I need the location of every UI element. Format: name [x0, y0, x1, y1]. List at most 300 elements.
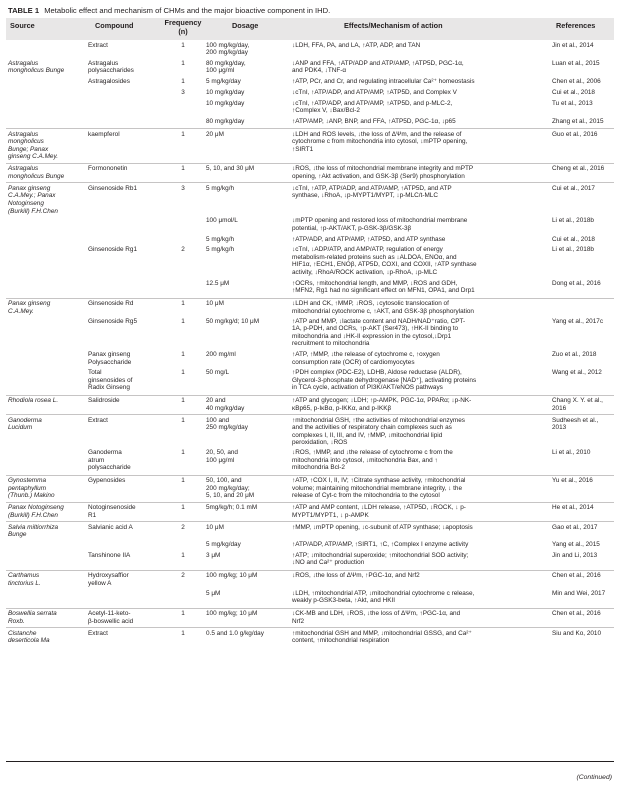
- source-cell-line: Carthamus: [8, 572, 40, 580]
- frequency-cell: [163, 397, 203, 405]
- references-cell-line: Li et al., 2010: [552, 449, 591, 457]
- effects-cell: [292, 417, 536, 447]
- references-cell-line: Cheng et al., 2016: [552, 165, 605, 173]
- header-effects: Effects/Mechanism of action: [344, 21, 443, 30]
- compound-cell-line: Radix Ginseng: [88, 384, 130, 392]
- compound-cell-line: Astragalus: [88, 59, 119, 67]
- effects-cell-line: ↓mPTP opening and restored loss of mitochondrial membrane: [292, 217, 468, 225]
- references-cell: [552, 397, 614, 412]
- dosage-cell-line: 5mg/kg/h; 0.1 mM: [206, 504, 258, 512]
- compound-cell: [88, 351, 162, 366]
- effects-cell-line: 1A, p-PDH, and OCRs, ↑p-AKT (Ser473), ↑HK-II binding to: [292, 325, 459, 333]
- source-cell: [8, 185, 84, 215]
- references-cell-line: 2016: [552, 404, 567, 412]
- header-frequency-line2: (n): [178, 26, 188, 36]
- effects-cell-line: mitochondria into cytosol, ↓mitochondria Bax, and ↑: [292, 456, 438, 464]
- references-cell-line: Cui et al., 2017: [552, 184, 595, 192]
- effects-cell: [292, 100, 536, 115]
- effects-cell: [292, 541, 536, 549]
- effects-cell-line: synthase, ↓RhoA, ↓p-MYPT1/MYPT, ↓p-MLC/t-MLC: [292, 192, 438, 200]
- effects-cell-line: ↓cTnI, ↓ADP/ATP, and AMP/ATP, regulation of energy: [292, 246, 443, 254]
- source-cell-line: Salvia miltiorrhiza: [8, 523, 59, 531]
- effects-cell-line: ↑ATP/AMP, ↓ANP, BNP, and FFA, ↑ATP5D, PGC-1α, ↓p65: [292, 117, 456, 125]
- effects-cell: [292, 590, 536, 605]
- table-row: [6, 298, 614, 317]
- references-cell-line: Li et al., 2018b: [552, 246, 594, 254]
- dosage-cell: [206, 524, 288, 532]
- frequency-cell: [163, 318, 203, 326]
- dosage-cell-line: 200 mg/ml: [206, 351, 236, 358]
- dosage-cell-line: 20 and: [206, 397, 226, 405]
- effects-cell-line: ↓LDH, ↑mitochondrial ATP, ↓mitochondrial cytochrome c release,: [292, 589, 475, 597]
- effects-cell-line: ↓CK-MB and LDH, ↓ROS, ↓the loss of ΔΨm, ↑PGC-1α, and: [292, 610, 461, 618]
- compound-cell: [88, 610, 162, 625]
- source-cell-line: Astragalus: [8, 59, 39, 67]
- dosage-cell-line: 0.5 and 1.0 g/kg/day: [206, 629, 264, 637]
- compound-cell-line: polysaccharides: [88, 67, 134, 75]
- effects-cell-line: ↑ATP and AMP content, ↓LDH release, ↑ATP5D, ↓ROCK, ↓ p-: [292, 504, 466, 512]
- effects-cell: [292, 280, 536, 295]
- effects-cell: [292, 60, 536, 75]
- frequency-cell-line: 1: [181, 551, 185, 559]
- frequency-cell: [163, 552, 203, 560]
- compound-cell-line: kaempferol: [88, 130, 120, 138]
- effects-cell: [292, 477, 536, 500]
- compound-cell: [88, 417, 162, 425]
- table-row: [6, 627, 614, 646]
- effects-cell-line: ↑MMP, ↓mPTP opening, ↓c-subunit of ATP synthase; ↓apoptosis: [292, 523, 473, 531]
- effects-cell: [292, 78, 536, 86]
- references-cell: [552, 318, 614, 326]
- source-cell: [8, 131, 84, 161]
- compound-cell-line: ginsenosides of: [88, 376, 133, 384]
- table-caption: Metabolic effect and mechanism of CHMs and the major bioactive component in IHD.: [44, 6, 331, 15]
- table-row: [6, 588, 614, 606]
- dosage-cell-line: 100 μg/ml: [206, 456, 235, 464]
- frequency-cell-line: 2: [181, 246, 185, 254]
- table-row: [6, 163, 614, 182]
- source-cell-line: (Burkill) F.H.Chen: [8, 511, 58, 519]
- compound-cell-line: Extract: [88, 416, 108, 424]
- effects-cell-line: mitochondria and ↓HK-II expression in the cytosol,↓Drp1: [292, 332, 452, 340]
- compound-cell-line: β-boswellic acid: [88, 617, 134, 625]
- references-cell-line: Sudheesh et al.,: [552, 416, 599, 424]
- source-cell-line: Ganoderma: [8, 416, 42, 424]
- dosage-cell: [206, 477, 288, 500]
- effects-cell-line: ↓LDH and CK, ↑MMP, ↓ROS, ↓cytosolic translocation of: [292, 300, 449, 308]
- compound-cell-line: Extract: [88, 629, 108, 637]
- compound-cell-line: Polysaccharide: [88, 358, 132, 366]
- compound-cell-line: Panax ginseng: [88, 351, 131, 358]
- effects-cell-line: activity, ↓RhoA/ROCK activation, ↓p-RhoA, ↓p-MLC: [292, 269, 438, 277]
- frequency-cell-line: 2: [181, 523, 185, 531]
- dosage-cell-line: 100 μmol/L: [206, 217, 238, 225]
- effects-cell-line: ↑ATP and glycogen; ↓LDH; ↑p-AMPK, PGC-1α, PPARα; ↓p-NK-: [292, 397, 472, 405]
- effects-cell-line: metabolism-related proteins such as ↓ALDOA, ENOα, and: [292, 253, 457, 261]
- dosage-cell-line: 40 mg/kg/day: [206, 404, 245, 412]
- frequency-cell-line: 1: [181, 416, 185, 424]
- frequency-cell: [163, 630, 203, 638]
- compound-cell-line: Ginsenoside Rd: [88, 300, 134, 308]
- dosage-cell-line: 250 mg/kg/day: [206, 424, 248, 432]
- compound-cell-line: Hydroxysaffior: [88, 572, 129, 580]
- effects-cell: [292, 236, 536, 244]
- frequency-cell-line: 1: [181, 449, 185, 457]
- references-cell-line: Zhang et al., 2015: [552, 117, 604, 125]
- frequency-cell-line: 1: [181, 165, 185, 173]
- source-cell: [8, 60, 84, 75]
- compound-cell-line: Tanshinone IIA: [88, 551, 131, 559]
- references-cell: [552, 217, 614, 225]
- references-cell-line: Chen et al., 2016: [552, 610, 601, 618]
- effects-cell-line: ↓LDH and ROS levels, ↓the loss of ΔΨm, and the release of: [292, 130, 462, 138]
- references-cell-line: Yu et al., 2016: [552, 477, 593, 485]
- table-row: [6, 128, 614, 162]
- table-row: [6, 87, 614, 98]
- references-cell-line: 2013: [552, 424, 567, 432]
- source-cell: [8, 524, 84, 539]
- effects-cell-line: ↑mitochondrial GSH, ↑the activities of mitochondrial enzymes: [292, 416, 465, 424]
- frequency-cell-line: 3: [181, 184, 185, 192]
- header-dosage: Dosage: [232, 21, 259, 30]
- source-cell-line: Gynostemma: [8, 477, 47, 485]
- dosage-cell: [206, 185, 288, 193]
- dosage-cell-line: 50 mg/L: [206, 369, 230, 377]
- compound-cell: [88, 42, 162, 50]
- frequency-cell: [163, 610, 203, 618]
- effects-cell-line: ↑PDH complex (PDC-E2), LDHB, Aldose reductase (ALDR),: [292, 369, 462, 377]
- effects-cell: [292, 185, 536, 200]
- effects-cell-line: ↑ATP, PCr, and Cr, and regulating intracellular Ca²⁺ homeostasis: [292, 78, 475, 86]
- effects-cell: [292, 397, 536, 412]
- table-header: [6, 18, 614, 40]
- dosage-cell: [206, 630, 288, 638]
- effects-cell-line: ↑ATP/ADP, ATP/AMP, ↑SIRT1, ↑C, ↑Complex I enzyme activity: [292, 541, 469, 549]
- source-cell-line: pentaphyllum: [8, 484, 47, 492]
- effects-cell-line: mitochondria Bcl-2: [292, 464, 345, 472]
- table-row: [6, 540, 614, 551]
- compound-cell: [88, 449, 162, 472]
- compound-cell-line: Formononetin: [88, 165, 128, 173]
- effects-cell-line: ↓ROS, ↓the loss of ΔΨm, ↑PGC-1α, and Nrf2: [292, 572, 420, 580]
- header-compound: Compound: [95, 21, 134, 30]
- references-cell-line: Chen et al., 2016: [552, 572, 601, 580]
- dosage-cell: [206, 449, 288, 464]
- references-cell-line: Jin and Li, 2013: [552, 551, 598, 559]
- dosage-cell: [206, 246, 288, 254]
- source-cell-line: Boswellia serrata: [8, 610, 57, 618]
- effects-cell-line: Glycerol-3-phosphate dehydrogenase [NAD⁺], activating proteins: [292, 376, 477, 384]
- effects-cell: [292, 610, 536, 625]
- dosage-cell-line: 100 mg/kg; 10 μM: [206, 572, 258, 580]
- dosage-cell-line: 100 mg/kg/day,: [206, 41, 250, 49]
- compound-cell-line: Astragalosides: [88, 78, 130, 86]
- dosage-cell: [206, 504, 288, 512]
- header-source: Source: [10, 21, 35, 30]
- compound-cell: [88, 477, 162, 485]
- references-cell-line: Gao et al., 2017: [552, 523, 598, 531]
- effects-cell-line: cytochrome c from mitochondria into cytosol, ↓mPTP opening,: [292, 138, 468, 146]
- compound-cell: [88, 630, 162, 638]
- references-cell: [552, 477, 614, 485]
- effects-cell-line: ↑mitochondrial GSH and MMP, ↓mitochondrial GSSG, and Ca²⁺: [292, 629, 472, 637]
- frequency-cell-line: 1: [181, 300, 185, 308]
- references-cell-line: Zuo et al., 2018: [552, 351, 597, 358]
- table-body: [6, 40, 614, 760]
- dosage-cell-line: 5 mg/kg/h: [206, 184, 235, 192]
- references-cell: [552, 552, 614, 560]
- compound-cell-line: yellow A: [88, 579, 112, 587]
- effects-cell: [292, 351, 536, 366]
- dosage-cell-line: 100 μg/ml: [206, 67, 235, 75]
- references-cell: [552, 185, 614, 193]
- compound-cell: [88, 246, 162, 254]
- references-cell: [552, 236, 614, 244]
- dosage-cell: [206, 60, 288, 75]
- compound-cell: [88, 300, 162, 308]
- references-cell: [552, 369, 614, 377]
- frequency-cell: [163, 89, 203, 97]
- frequency-cell-line: 1: [181, 629, 185, 637]
- compound-cell-line: Gypenosides: [88, 477, 126, 485]
- references-cell-line: Li et al., 2018b: [552, 217, 594, 225]
- dosage-cell-line: 100 mg/kg; 10 μM: [206, 610, 258, 618]
- references-cell-line: Siu and Ko, 2010: [552, 629, 602, 637]
- effects-cell-line: ↑SIRT1: [292, 145, 314, 153]
- references-cell-line: He et al., 2014: [552, 504, 594, 512]
- frequency-cell-line: 1: [181, 477, 185, 485]
- compound-cell-line: Acetyl-11-keto-: [88, 610, 131, 618]
- table-row: [6, 245, 614, 278]
- references-cell-line: Yang et al., 2017c: [552, 317, 604, 325]
- source-cell-line: Bunge: [8, 531, 27, 539]
- compound-cell-line: Ginsenoside Rg5: [88, 317, 138, 325]
- frequency-cell: [163, 417, 203, 425]
- dosage-cell-line: 10 μM: [206, 523, 224, 531]
- references-cell: [552, 572, 614, 580]
- frequency-cell: [163, 165, 203, 173]
- dosage-cell: [206, 351, 288, 359]
- frequency-cell: [163, 131, 203, 139]
- references-cell: [552, 78, 614, 86]
- continued-note: (Continued): [576, 774, 612, 781]
- source-cell-line: tinctorius L.: [8, 579, 41, 587]
- compound-cell-line: Ginsenoside Rb1: [88, 184, 138, 192]
- references-cell: [552, 541, 614, 549]
- compound-cell: [88, 572, 162, 587]
- source-cell-line: Lucidum: [8, 424, 33, 432]
- compound-cell: [88, 165, 162, 173]
- table-row: [6, 475, 614, 502]
- frequency-cell: [163, 351, 203, 359]
- source-cell: [8, 165, 84, 180]
- references-cell-line: Luan et al., 2015: [552, 59, 600, 67]
- effects-cell-line: ↓ROS, ↑MMP, and ↓the release of cytochrome c from the: [292, 449, 453, 457]
- effects-cell: [292, 504, 536, 519]
- effects-cell-line: peroxidation, ↓ROS: [292, 439, 348, 447]
- effects-cell-line: recruitment to mitochondria: [292, 340, 370, 348]
- table-row: [6, 395, 614, 414]
- compound-cell: [88, 369, 162, 392]
- frequency-cell-line: 3: [181, 88, 185, 96]
- references-cell: [552, 100, 614, 108]
- dosage-cell-line: 20, 50, and: [206, 449, 238, 457]
- dosage-cell-line: 100 and: [206, 416, 230, 424]
- frequency-cell: [163, 524, 203, 532]
- effects-cell: [292, 449, 536, 472]
- references-cell: [552, 351, 614, 359]
- references-cell: [552, 118, 614, 126]
- dosage-cell: [206, 590, 288, 598]
- source-cell: [8, 300, 84, 315]
- effects-cell-line: ↓cTnI, ↑ATP/ADP, and ATP/AMP, ↑ATP5D, and Complex V: [292, 88, 457, 96]
- effects-cell: [292, 118, 536, 126]
- compound-cell-line: Total: [88, 369, 102, 377]
- compound-cell: [88, 397, 162, 405]
- references-cell-line: Guo et al., 2016: [552, 130, 598, 138]
- source-cell: [8, 504, 84, 519]
- table-row: [6, 98, 614, 116]
- effects-cell-line: ↓LDH, FFA, PA, and LA, ↑ATP, ADP, and TAN: [292, 41, 421, 49]
- effects-cell-line: complexes I, II, III, and IV, ↑MMP, ↓mitochondrial lipid: [292, 431, 443, 439]
- table-row: [6, 58, 614, 76]
- dosage-cell: [206, 300, 288, 308]
- dosage-cell: [206, 610, 288, 618]
- references-cell: [552, 590, 614, 598]
- effects-cell-line: content, ↑mitochondrial respiration: [292, 637, 390, 645]
- table-bottom-rule: [6, 761, 614, 762]
- frequency-cell: [163, 449, 203, 457]
- references-cell: [552, 280, 614, 288]
- frequency-cell-line: 1: [181, 130, 185, 138]
- references-cell-line: Tu et al., 2013: [552, 99, 593, 107]
- references-cell: [552, 165, 614, 173]
- effects-cell-line: and PDK4, ↓TNF-α: [292, 67, 347, 75]
- effects-cell: [292, 524, 536, 532]
- table-title: [8, 6, 330, 15]
- references-cell: [552, 131, 614, 139]
- compound-cell-line: Salvianic acid A: [88, 523, 133, 531]
- dosage-cell-line: 5 mg/kg/day: [206, 78, 241, 86]
- frequency-cell-line: 1: [181, 59, 185, 67]
- table-row: [6, 216, 614, 234]
- source-cell-line: Rhodiola rosea L.: [8, 397, 59, 405]
- frequency-cell: [163, 185, 203, 193]
- dosage-cell: [206, 217, 288, 225]
- compound-cell: [88, 524, 162, 532]
- frequency-cell-line: 1: [181, 317, 185, 325]
- compound-cell-line: Ginsenoside Rg1: [88, 246, 138, 254]
- table-row: [6, 316, 614, 349]
- dosage-cell: [206, 397, 288, 412]
- compound-cell: [88, 552, 162, 560]
- effects-cell-line: consumption rate (OCR) of cardiomyocytes: [292, 358, 415, 366]
- effects-cell: [292, 165, 536, 180]
- compound-cell-line: Notoginsenoside: [88, 504, 136, 512]
- effects-cell: [292, 300, 536, 315]
- compound-cell-line: Salidroside: [88, 397, 120, 405]
- dosage-cell-line: 12.5 μM: [206, 279, 230, 287]
- compound-cell: [88, 78, 162, 86]
- dosage-cell-line: 50 mg/kg/d; 10 μM: [206, 317, 260, 325]
- dosage-cell-line: 5 mg/kg/h: [206, 246, 235, 254]
- source-cell-line: Astragalus: [8, 130, 39, 138]
- references-cell: [552, 524, 614, 532]
- table-row: [6, 550, 614, 568]
- dosage-cell-line: 200 mg/kg/day: [206, 49, 248, 57]
- dosage-cell: [206, 78, 288, 86]
- frequency-cell-line: 1: [181, 504, 185, 512]
- source-cell-line: Astragalus: [8, 165, 39, 173]
- compound-cell: [88, 318, 162, 326]
- frequency-cell-line: 1: [181, 397, 185, 405]
- header-references: References: [556, 21, 596, 30]
- effects-cell: [292, 131, 536, 154]
- source-cell: [8, 397, 84, 405]
- effects-cell: [292, 552, 536, 567]
- dosage-cell-line: 5, 10, and 30 μM: [206, 165, 255, 173]
- dosage-cell-line: 10 μM: [206, 300, 224, 308]
- frequency-cell: [163, 42, 203, 50]
- compound-cell: [88, 131, 162, 139]
- effects-cell-line: ↓ROS, ↓the loss of mitochondrial membrane integrity and mPTP: [292, 165, 474, 173]
- table-row: [6, 368, 614, 394]
- effects-cell-line: ↑ATP, ↑COX I, II, IV; ↑Citrate synthase activity, ↑mitochondrial: [292, 477, 466, 485]
- effects-cell-line: potential, ↑p-AKT/AKT, p-GSK-3β/GSK-3β: [292, 224, 412, 232]
- table-row: [6, 182, 614, 216]
- dosage-cell-line: 5, 10, and 20 μM: [206, 492, 255, 500]
- frequency-cell-line: 1: [181, 41, 185, 49]
- references-cell: [552, 417, 614, 432]
- references-cell-line: Cui et al., 2018: [552, 235, 595, 243]
- source-cell: [8, 610, 84, 625]
- frequency-cell: [163, 60, 203, 68]
- dosage-cell-line: 5 mg/kg/day: [206, 541, 241, 549]
- effects-cell-line: weakly p-GSK3-beta, ↑Akt, and HKII: [292, 597, 396, 605]
- dosage-cell: [206, 552, 288, 560]
- dosage-cell: [206, 165, 288, 173]
- effects-cell-line: ↓NO and Ca²⁺ production: [292, 559, 365, 567]
- effects-cell: [292, 630, 536, 645]
- compound-cell-line: R1: [88, 511, 97, 519]
- source-cell-line: deserticola Ma: [8, 637, 50, 645]
- effects-cell-line: opening, ↑Akt activation, and GSK-3β (Ser9) phosphorylation: [292, 172, 465, 180]
- dosage-cell: [206, 541, 288, 549]
- frequency-cell-line: 2: [181, 572, 185, 580]
- dosage-cell: [206, 100, 288, 108]
- frequency-cell: [163, 572, 203, 580]
- compound-cell-line: atrum: [88, 456, 105, 464]
- references-cell-line: Yang et al., 2015: [552, 541, 600, 549]
- dosage-cell-line: 5 μM: [206, 589, 221, 597]
- source-cell-line: C.A.Mey.; Panax: [8, 192, 56, 200]
- source-cell-line: Bunge; Panax: [8, 145, 49, 153]
- effects-cell: [292, 572, 536, 580]
- source-cell-line: mongholicus: [8, 138, 44, 146]
- dosage-cell-line: 3 μM: [206, 551, 221, 559]
- dosage-cell-line: 80 mg/kg/day: [206, 117, 245, 125]
- effects-cell-line: and the activities of respiratory chain complexes such as: [292, 424, 452, 432]
- dosage-cell: [206, 131, 288, 139]
- effects-cell: [292, 217, 536, 232]
- frequency-cell: [163, 504, 203, 512]
- table-row: [6, 502, 614, 521]
- source-cell-line: (Burkill) F.H.Chen: [8, 207, 58, 215]
- effects-cell: [292, 318, 536, 348]
- frequency-cell-line: 1: [181, 78, 185, 86]
- references-cell-line: Dong et al., 2016: [552, 279, 601, 287]
- source-cell: [8, 630, 84, 645]
